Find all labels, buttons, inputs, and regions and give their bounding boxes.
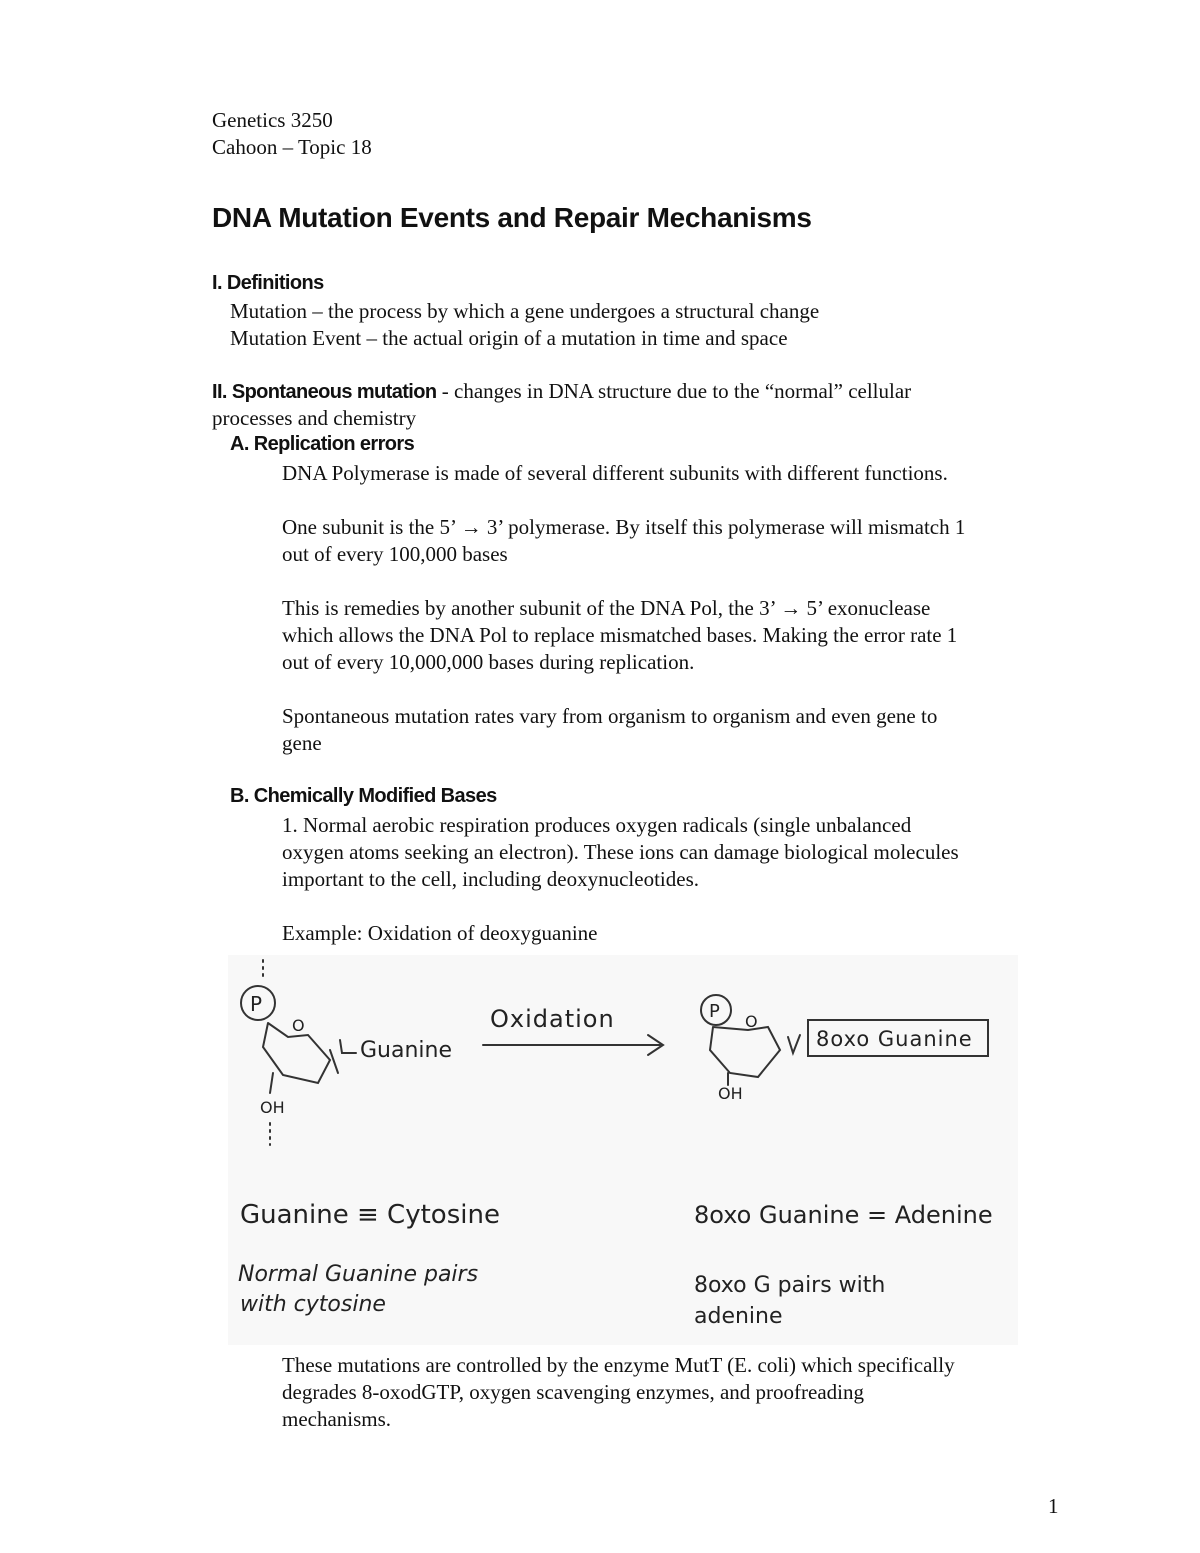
oxidation-figure bbox=[228, 955, 1018, 1345]
closing-line2: degrades 8-oxodGTP, oxygen scavenging enzymes, and proofreading bbox=[282, 1380, 865, 1404]
base-bond-left bbox=[330, 1050, 338, 1073]
oxoguanine-label: 8oxo Guanine bbox=[816, 1027, 973, 1051]
base-stub-right bbox=[788, 1035, 800, 1053]
sugar-ring-right bbox=[710, 1027, 780, 1077]
ring-oxygen-right: O bbox=[745, 1012, 758, 1031]
paragraph-a1: DNA Polymerase is made of several different subunits with different functions. bbox=[282, 461, 948, 485]
page-title: DNA Mutation Events and Repair Mechanisms bbox=[212, 202, 812, 233]
example-label: Example: Oxidation of deoxyguanine bbox=[282, 921, 598, 945]
section-2-intro: - changes in DNA structure due to the “normal” cellular bbox=[436, 379, 912, 403]
closing-line1: These mutations are controlled by the enzyme MutT (E. coli) which specifically bbox=[282, 1353, 955, 1377]
paragraph-a3-line1: This is remedies by another subunit of the DNA Pol, the 3’ → 5’ exonuclease bbox=[282, 596, 931, 620]
phosphate-label-left: P bbox=[250, 992, 263, 1016]
paragraph-a3-line2: which allows the DNA Pol to replace mismatched bases. Making the error rate 1 bbox=[282, 623, 958, 647]
hydroxyl-label-left: OH bbox=[260, 1098, 285, 1117]
base-stub-left bbox=[340, 1040, 356, 1053]
definition-mutation-event: Mutation Event – the actual origin of a mutation in time and space bbox=[230, 326, 788, 350]
hydroxyl-label-right: OH bbox=[718, 1084, 743, 1103]
page-number: 1 bbox=[1048, 1494, 1059, 1518]
subsection-b-heading: B. Chemically Modified Bases bbox=[230, 785, 497, 807]
definition-mutation: Mutation – the process by which a gene undergoes a structural change bbox=[230, 299, 820, 323]
course-line: Genetics 3250 bbox=[212, 108, 333, 132]
ring-oxygen-left: O bbox=[292, 1016, 305, 1035]
section-2-intro-cont: processes and chemistry bbox=[212, 406, 417, 430]
phosphate-label-right: P bbox=[709, 1001, 720, 1022]
section-2-heading: II. Spontaneous mutation bbox=[212, 381, 437, 403]
note-right-2: adenine bbox=[694, 1304, 783, 1329]
oxidation-diagram bbox=[228, 955, 1018, 1345]
guanine-label: Guanine bbox=[360, 1038, 453, 1063]
pair-left: Guanine ≡ Cytosine bbox=[240, 1200, 500, 1230]
paragraph-a3-line3: out of every 10,000,000 bases during replication. bbox=[282, 650, 695, 674]
section-1-heading: I. Definitions bbox=[212, 272, 324, 294]
paragraph-a2-line2: out of every 100,000 bases bbox=[282, 542, 508, 566]
pair-right: 8oxo Guanine = Adenine bbox=[694, 1201, 993, 1229]
paragraph-a4-line2: gene bbox=[282, 731, 322, 755]
paragraph-a2-line1: One subunit is the 5’ → 3’ polymerase. By itself this polymerase will mismatch 1 bbox=[282, 515, 966, 539]
subsection-a-heading: A. Replication errors bbox=[230, 433, 415, 455]
paragraph-b1-line3: important to the cell, including deoxynucleotides. bbox=[282, 867, 699, 891]
paragraph-b1-line1: 1. Normal aerobic respiration produces oxygen radicals (single unbalanced bbox=[282, 813, 912, 837]
paragraph-a4-line1: Spontaneous mutation rates vary from organism to organism and even gene to bbox=[282, 704, 938, 728]
topic-line: Cahoon – Topic 18 bbox=[212, 135, 372, 159]
oh-bond-left bbox=[270, 1073, 273, 1093]
paragraph-b1-line2: oxygen atoms seeking an electron). These ions can damage biological molecules bbox=[282, 840, 959, 864]
note-right-1: 8oxo G pairs with bbox=[694, 1273, 886, 1298]
closing-line3: mechanisms. bbox=[282, 1407, 392, 1431]
note-left-2: with cytosine bbox=[240, 1292, 386, 1317]
note-left-1: Normal Guanine pairs bbox=[238, 1262, 479, 1287]
oxidation-label: Oxidation bbox=[490, 1005, 615, 1033]
section-2-heading-line bbox=[212, 378, 911, 405]
